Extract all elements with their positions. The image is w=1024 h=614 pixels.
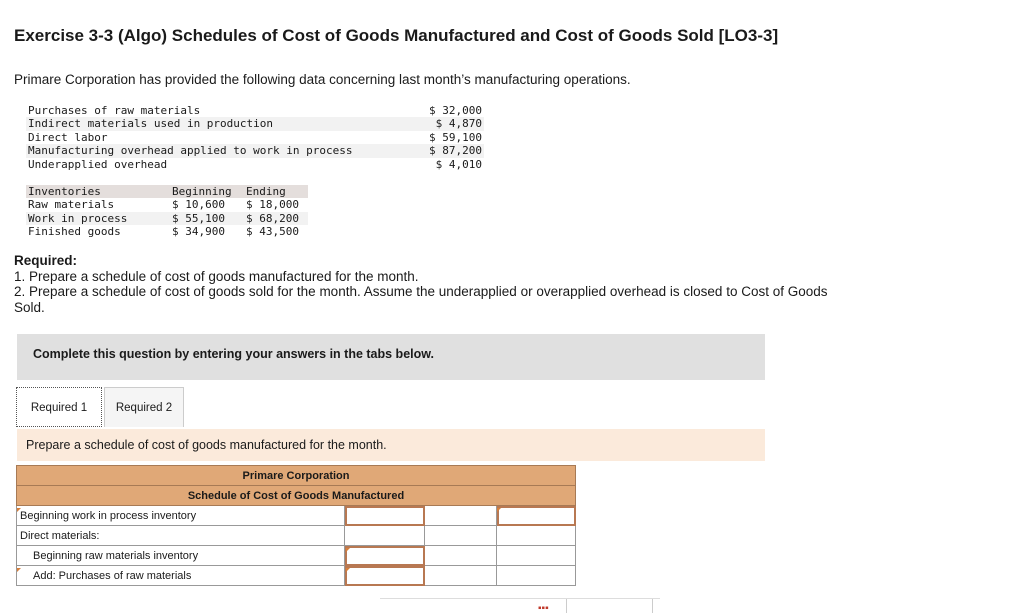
schedule-header-row <box>17 486 576 506</box>
amount-input[interactable] <box>348 567 421 585</box>
ending-value: $ 18,000 <box>246 198 299 212</box>
tab-required-2[interactable]: Required 2 <box>104 387 184 427</box>
amount-input-cell[interactable] <box>345 506 425 526</box>
table-row <box>26 158 484 171</box>
amount-input-cell[interactable] <box>425 526 497 546</box>
row-label: Indirect materials used in production <box>26 117 416 130</box>
row-label: Beginning work in process inventory <box>17 506 345 526</box>
row-label: Underapplied overhead <box>28 157 168 171</box>
row-label: Raw materials <box>28 198 115 212</box>
amount-input-cell[interactable] <box>425 506 497 526</box>
ending-value: $ 43,500 <box>246 225 299 239</box>
beginning-value: $ 10,600 <box>172 198 225 212</box>
dropdown-marker-icon <box>346 568 350 572</box>
amount-input-cell[interactable] <box>497 506 576 526</box>
page-title: Exercise 3-3 (Algo) Schedules of Cost of Goods Manufactured and Cost of Goods Sold [LO3-3] <box>14 26 779 45</box>
table-row <box>26 117 484 130</box>
schedule-title: Schedule of Cost of Goods Manufactured <box>17 486 576 506</box>
column-header: Inventories <box>26 185 170 198</box>
table-row <box>17 546 576 566</box>
table-row <box>26 131 484 144</box>
beginning-value: $ 34,900 <box>172 225 225 239</box>
instructions-banner: Complete this question by entering your answers in the tabs below. <box>17 334 765 380</box>
table-row <box>26 104 484 117</box>
row-label: Finished goods <box>28 225 121 239</box>
row-label: Purchases of raw materials <box>28 104 201 117</box>
cost-data-table <box>26 104 484 171</box>
dropdown-marker-icon <box>497 508 501 512</box>
amount-input-cell[interactable] <box>497 526 576 546</box>
grid-icon[interactable]: ▪▪▪ <box>538 603 549 614</box>
row-value: $ 4,010 <box>435 157 482 171</box>
required-item-1: 1. Prepare a schedule of cost of goods manufactured for the month. <box>14 268 419 284</box>
dropdown-marker-icon <box>17 568 21 572</box>
table-row <box>17 526 576 546</box>
schedule-header-row <box>17 466 576 486</box>
table-row <box>17 506 576 526</box>
divider <box>652 599 653 613</box>
amount-input[interactable] <box>348 507 421 525</box>
amount-input-cell[interactable] <box>345 546 425 566</box>
required-item-2: 2. Prepare a schedule of cost of goods sold for the month. Assume the underapplied or overapplied overhead is closed to Cost of Goods Sold. <box>14 284 828 315</box>
amount-input-cell[interactable] <box>345 566 425 586</box>
amount-input[interactable] <box>428 507 493 525</box>
table-row <box>26 212 308 225</box>
amount-input-cell[interactable] <box>425 566 497 586</box>
table-row <box>26 144 484 157</box>
table-row <box>26 198 308 211</box>
row-label: Manufacturing overhead applied to work in process <box>26 144 416 157</box>
intro-text: Primare Corporation has provided the following data concerning last month’s manufacturing operations. <box>14 72 631 87</box>
table-row <box>17 566 576 586</box>
bottom-navigation <box>380 598 660 613</box>
row-label: Direct materials: <box>17 526 345 546</box>
row-value: $ 59,100 <box>429 130 482 144</box>
row-label: Add: Purchases of raw materials <box>17 566 345 586</box>
table-row <box>26 225 308 238</box>
divider <box>566 599 567 613</box>
row-value: $ 32,000 <box>429 104 482 117</box>
amount-input[interactable] <box>500 507 572 525</box>
amount-input-cell[interactable] <box>425 546 497 566</box>
amount-input-cell[interactable] <box>497 566 576 586</box>
column-header: Beginning <box>170 185 244 198</box>
tab-prompt: Prepare a schedule of cost of goods manufactured for the month. <box>17 429 765 461</box>
tab-required-1[interactable]: Required 1 <box>16 387 102 427</box>
row-label: Beginning raw materials inventory <box>17 546 345 566</box>
required-heading: Required: <box>14 253 78 268</box>
row-label: Work in process <box>26 212 170 225</box>
inventories-table <box>26 185 308 239</box>
amount-input-cell[interactable] <box>497 546 576 566</box>
dropdown-marker-icon <box>17 508 21 512</box>
dropdown-marker-icon <box>346 548 350 552</box>
amount-input[interactable] <box>348 547 421 565</box>
ending-value: $ 68,200 <box>244 212 308 225</box>
table-header-row <box>26 185 308 198</box>
row-label: Direct labor <box>28 130 108 144</box>
column-header: Ending <box>244 185 308 198</box>
row-value: $ 4,870 <box>416 117 484 130</box>
row-value: $ 87,200 <box>416 144 484 157</box>
required-section <box>14 253 834 315</box>
amount-input-cell[interactable] <box>345 526 425 546</box>
schedule-company: Primare Corporation <box>17 466 576 486</box>
schedule-table <box>16 465 576 586</box>
beginning-value: $ 55,100 <box>170 212 244 225</box>
